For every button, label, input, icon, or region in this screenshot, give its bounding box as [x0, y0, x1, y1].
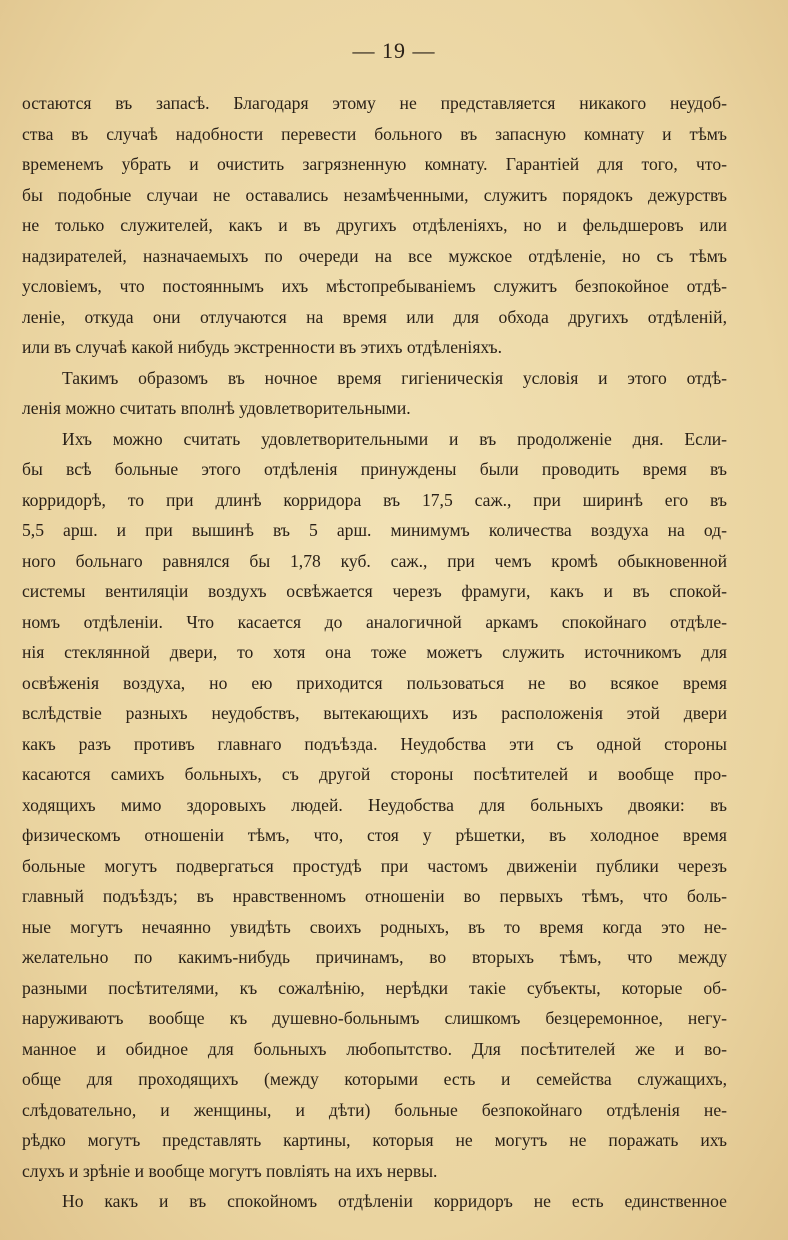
text-line: 5,5 арш. и при вышинѣ въ 5 арш. минимумъ количества воздуха на од-	[22, 520, 727, 540]
text-line: ства въ случаѣ надобности перевести больного въ запасную комнату и тѣмъ	[22, 123, 727, 144]
text-line: бы подобные случаи не оставались незамѣченными, служитъ порядокъ дежурствъ	[22, 184, 727, 205]
body-text	[22, 88, 727, 1217]
text-line: разными посѣтителями, къ сожалѣнію, нерѣдки такіе субъекты, которые об-	[22, 977, 727, 998]
text-line: вслѣдствіе разныхъ неудобствъ, вытекающихъ изъ расположенія этой двери	[22, 703, 727, 723]
text-line: какъ разъ противъ главнаго подъѣзда. Неудобства эти съ одной стороны	[22, 733, 727, 754]
text-line: Ихъ можно считать удовлетворительными и въ продолженіе дня. Если-	[62, 428, 727, 449]
text-line: временемъ убрать и очистить загрязненную комнату. Гарантіей для того, что-	[22, 154, 727, 174]
text-line: бы всѣ больные этого отдѣленія принуждены были проводить время въ	[22, 459, 727, 479]
text-line: рѣдко могутъ представлять картины, которыя не могутъ не поражать ихъ	[22, 1130, 727, 1150]
text-line: желательно по какимъ-нибудь причинамъ, во вторыхъ тѣмъ, что между	[22, 947, 727, 967]
text-line: ходящихъ мимо здоровыхъ людей. Неудобства для больныхъ двояки: въ	[22, 794, 727, 815]
text-line: главный подъѣздъ; въ нравственномъ отношеніи во первыхъ тѣмъ, что боль-	[22, 886, 727, 906]
text-line: нія стеклянной двери, то хотя она тоже можетъ служить источникомъ для	[22, 642, 727, 662]
text-line: не только служителей, какъ и въ другихъ отдѣленіяхъ, но и фельдшеровъ или	[22, 215, 727, 235]
text-line: или въ случаѣ какой нибудь экстренности въ этихъ отдѣленіяхъ.	[22, 337, 503, 357]
text-line: слухъ и зрѣніе и вообще могутъ повліять на ихъ нервы.	[22, 1160, 438, 1181]
text-line: леніе, откуда они отлучаются на время или для обхода другихъ отдѣленій,	[22, 306, 727, 327]
text-line: ные могутъ нечаянно увидѣть своихъ родныхъ, въ то время когда это не-	[22, 916, 727, 937]
text-line: освѣженія воздуха, но ею приходится пользоваться не во всякое время	[22, 672, 727, 693]
text-line: касаются самихъ больныхъ, съ другой стороны посѣтителей и вообще про-	[22, 764, 727, 784]
text-line: системы вентиляціи воздухъ освѣжается черезъ фрамуги, какъ и въ спокой-	[22, 581, 727, 601]
text-line: номъ отдѣленіи. Что касается до аналогичной аркамъ спокойнаго отдѣле-	[22, 611, 727, 632]
text-line: физическомъ отношеніи тѣмъ, что, стоя у рѣшетки, въ холодное время	[22, 825, 727, 845]
text-line: условіемъ, что постояннымъ ихъ мѣстопребываніемъ служитъ безпокойное отдѣ-	[22, 276, 727, 296]
text-line: корридорѣ, то при длинѣ корридора въ 17,5 саж., при ширинѣ его въ	[22, 489, 727, 510]
text-line: ленія можно считать вполнѣ удовлетворительными.	[22, 398, 411, 418]
text-line: слѣдовательно, и женщины, и дѣти) больные безпокойнаго отдѣленія не-	[22, 1099, 727, 1120]
text-line: обще для проходящихъ (между которыми есть и семейства служащихъ,	[22, 1069, 727, 1089]
text-line: ного больнаго равнялся бы 1,78 куб. саж., при чемъ кромѣ обыкновенной	[22, 550, 727, 571]
text-line: наруживаютъ вообще къ душевно-больнымъ слишкомъ безцеремонное, негу-	[22, 1008, 727, 1028]
page-number: — 19 —	[352, 38, 436, 63]
text-line: Но какъ и въ спокойномъ отдѣленіи корридоръ не есть единственное	[62, 1191, 727, 1211]
text-line: манное и обидное для больныхъ любопытство. Для посѣтителей же и во-	[22, 1038, 727, 1059]
text-line: надзирателей, назначаемыхъ по очереди на все мужское отдѣленіе, но съ тѣмъ	[22, 245, 727, 266]
text-line: Такимъ образомъ въ ночное время гигіеническія условія и этого отдѣ-	[62, 367, 727, 388]
text-line: больные могутъ подвергаться простудѣ при частомъ движеніи публики черезъ	[22, 855, 727, 876]
text-line: остаются въ запасѣ. Благодаря этому не представляется никакого неудоб-	[22, 93, 727, 113]
